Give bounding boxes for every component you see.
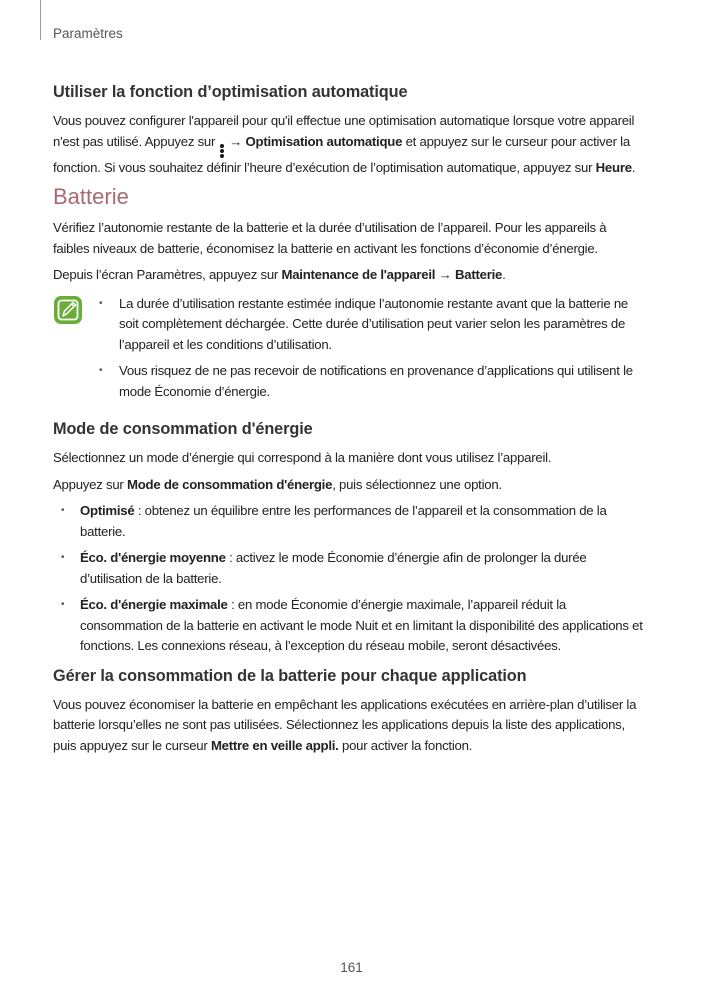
time-label: Heure bbox=[595, 159, 632, 175]
app-sleep-label: Mettre en veille appli. bbox=[210, 737, 339, 753]
power-mode-label: Mode de consommation d'énergie bbox=[126, 476, 333, 492]
option-medium-saving: • Éco. d'énergie moyenne : activez le mode Économie d’énergie afin de prolonger la durée d’utilisation de la batterie. bbox=[53, 548, 645, 589]
page-content bbox=[53, 83, 645, 762]
per-app-heading: Gérer la consommation de la batterie pour chaque application bbox=[53, 666, 527, 685]
power-mode-instruction: Appuyez sur Mode de consommation d'énergie, puis sélectionnez une option. bbox=[53, 476, 502, 492]
page-number: 161 bbox=[340, 960, 363, 975]
option-max-saving: • Éco. d'énergie maximale : en mode Économie d’énergie maximale, l’appareil réduit la consommation de la batterie en activant le mode Nuit et en limitant la disponibilité des applications et fonctions. Les connexions réseau, à l’exception du réseau mobile, seront désactivées. bbox=[53, 595, 645, 657]
auto-optimisation-label: Optimisation automatique bbox=[245, 133, 403, 149]
arrow-glyph: → bbox=[229, 133, 243, 149]
note-item-2: • Vous risquez de ne pas recevoir de notifications en provenance d’applications qui utilisent le mode Économie d’énergie. bbox=[99, 361, 645, 402]
more-options-icon bbox=[219, 144, 225, 158]
battery-label: Batterie bbox=[455, 267, 503, 282]
power-mode-intro: Sélectionnez un mode d’énergie qui correspond à la manière dont vous utilisez l’appareil. bbox=[53, 450, 552, 465]
power-mode-heading: Mode de consommation d'énergie bbox=[53, 420, 313, 438]
battery-intro: Vérifiez l’autonomie restante de la batterie et la durée d’utilisation de l’appareil. Pour les appareils à faibles niveaux de batterie, économisez la batterie en activant les fonctions d’économie d’énergie. bbox=[53, 220, 607, 256]
running-header: Paramètres bbox=[53, 26, 123, 41]
note-item-1: • La durée d’utilisation restante estimée indique l’autonomie restante avant que la batterie ne soit complètement déchargée. Cette durée d’utilisation peut varier selon les paramètres de l’appareil et les conditions d’utilisation. bbox=[99, 294, 645, 356]
note-pencil-icon bbox=[53, 295, 83, 325]
power-mode-options bbox=[53, 501, 645, 657]
auto-optimisation-paragraph: Vous pouvez configurer l'appareil pour qu'il effectue une optimisation automatique lorsque votre appareil n'est pas utilisé. Appuyez sur → Optimisation automatique et appuyez sur le curseur pour activer la fonction. Si vous souhaitez définir l’heure d’exécution de l’optimisation automatique, appuyez sur Heure. bbox=[53, 113, 636, 175]
auto-optimisation-heading: Utiliser la fonction d’optimisation automatique bbox=[53, 83, 408, 101]
option-optimised: • Optimisé : obtenez un équilibre entre les performances de l’appareil et la consommation de la batterie. bbox=[53, 501, 645, 542]
battery-note bbox=[53, 294, 645, 409]
battery-path: Depuis l’écran Paramètres, appuyez sur Maintenance de l'appareil → Batterie. bbox=[53, 267, 506, 282]
arrow-glyph: → bbox=[438, 267, 452, 282]
page-frame-line bbox=[40, 0, 41, 40]
per-app-paragraph: Vous pouvez économiser la batterie en empêchant les applications exécutées en arrière-plan d’utiliser la batterie lorsqu’elles ne sont pas utilisées. Sélectionnez les applications depuis la liste des applications, puis appuyez sur le curseur Mettre en veille appli. pour activer la fonction. bbox=[53, 696, 637, 753]
battery-section-title: Batterie bbox=[53, 184, 129, 209]
device-maintenance-label: Maintenance de l'appareil bbox=[281, 267, 436, 282]
